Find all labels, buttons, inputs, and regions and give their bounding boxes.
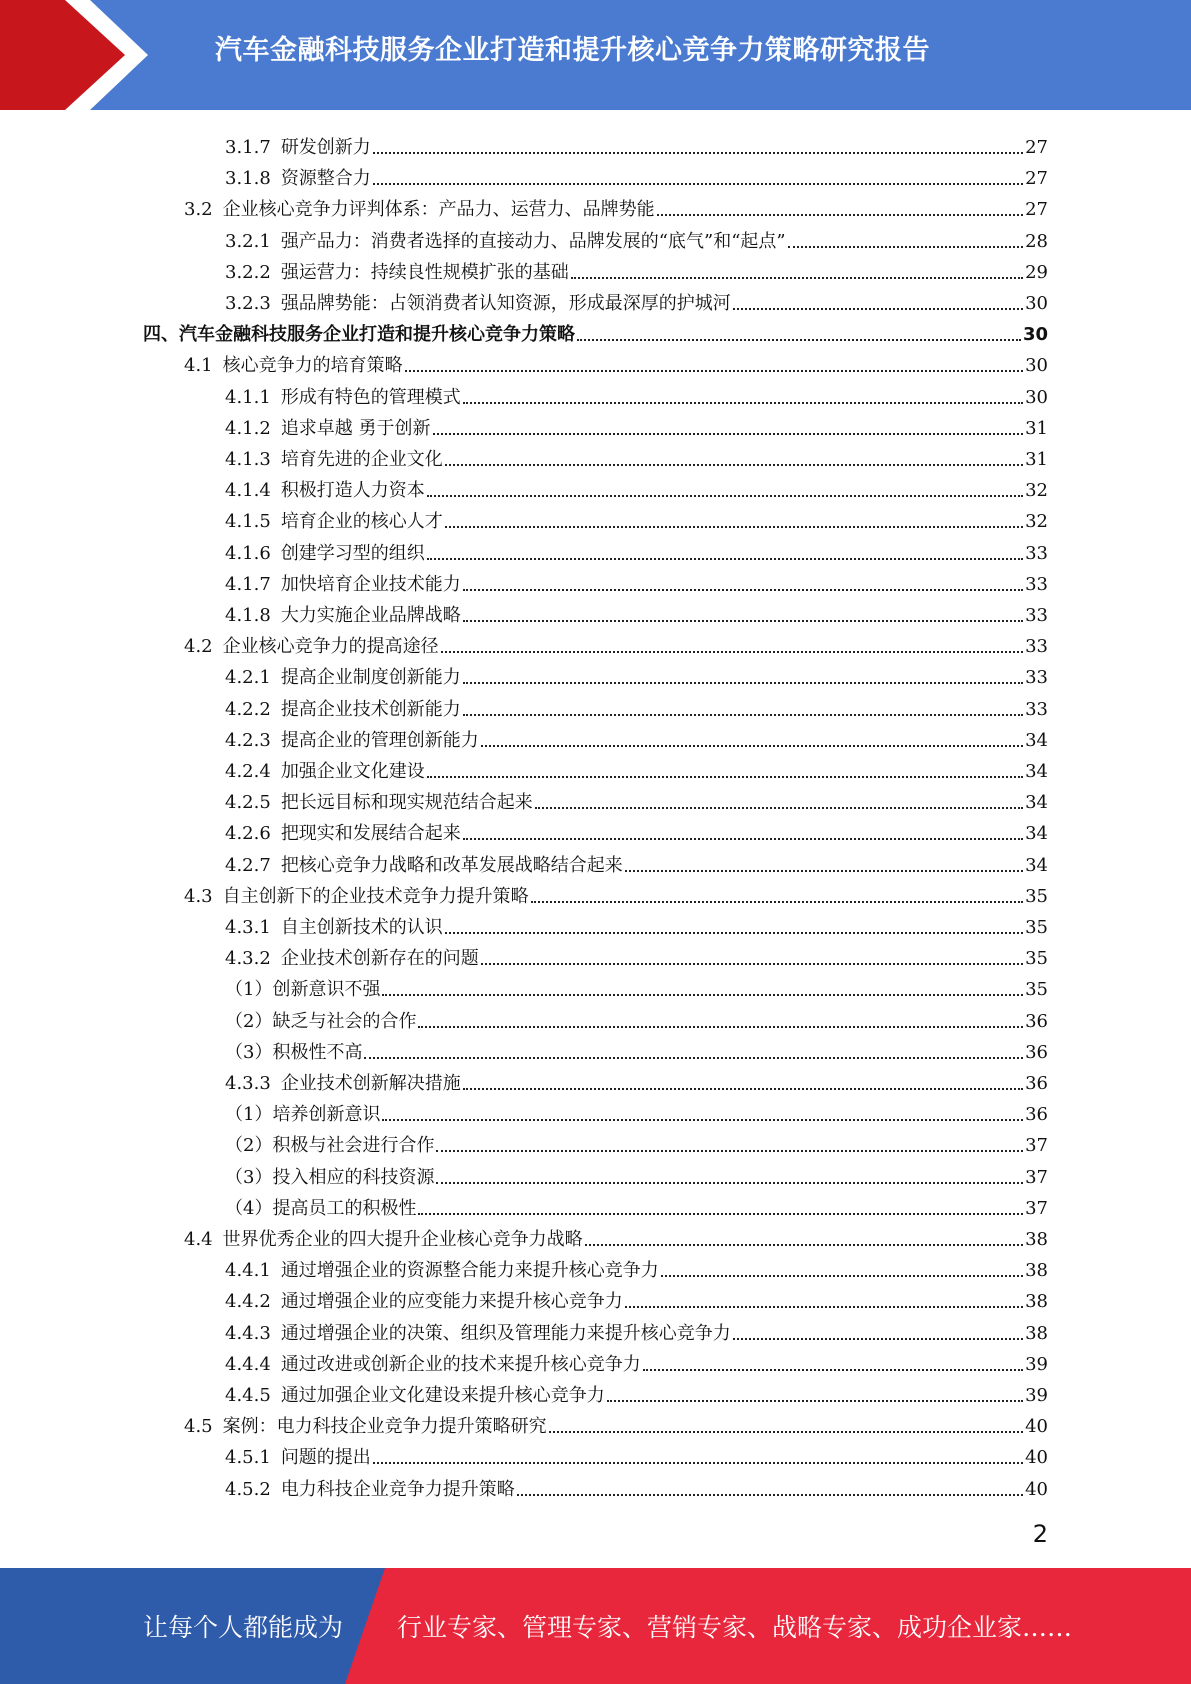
footer-slogan-right: 行业专家、管理专家、营销专家、战略专家、成功企业家…… xyxy=(397,1613,1073,1642)
toc-leader-dots xyxy=(427,495,1023,497)
toc-entry-page: 35 xyxy=(1025,979,1048,1001)
toc-entry-page: 33 xyxy=(1025,573,1048,595)
toc-entry-title: 强产品力：消费者选择的直接动力、品牌发展的“底气”和“起点” xyxy=(280,230,786,252)
page-number: 2 xyxy=(1032,1520,1048,1548)
toc-entry-number: 4.4.4 xyxy=(225,1353,271,1375)
toc-leader-dots xyxy=(418,1213,1023,1215)
toc-entry-number: 3.1.7 xyxy=(225,137,271,158)
toc-entry-page: 39 xyxy=(1025,1353,1048,1375)
toc-entry-page: 40 xyxy=(1025,1478,1048,1500)
toc-entry-number: 4.2.6 xyxy=(225,823,271,845)
toc-entry-number: 4.2.1 xyxy=(225,667,271,689)
toc-entry-title: 自主创新下的企业技术竞争力提升策略 xyxy=(222,885,529,907)
toc-entry[interactable] xyxy=(225,970,1048,1001)
toc-entry-title: 加强企业文化建设 xyxy=(280,761,425,782)
toc-entry-title: 强品牌势能：占领消费者认知资源，形成最深厚的护城河 xyxy=(280,293,731,314)
toc-leader-dots xyxy=(463,1088,1023,1090)
toc-entry-title: 通过改进或创新企业的技术来提升核心竞争力 xyxy=(280,1353,641,1375)
toc-entry-title: 形成有特色的管理模式 xyxy=(280,386,461,408)
toc-entry-number: 4.1 xyxy=(184,355,213,377)
toc-entry[interactable] xyxy=(225,1470,1048,1501)
toc-entry[interactable] xyxy=(225,1251,1048,1282)
toc-entry-page: 35 xyxy=(1025,917,1048,938)
toc-leader-dots xyxy=(373,183,1023,185)
page-header xyxy=(0,0,1191,110)
toc-entry[interactable] xyxy=(184,627,1048,658)
toc-entry-number: 4.5 xyxy=(184,1416,213,1438)
toc-entry[interactable] xyxy=(225,1282,1048,1313)
toc-entry[interactable] xyxy=(225,253,1048,284)
toc-leader-dots xyxy=(661,1275,1023,1277)
toc-entry-number: （3） xyxy=(225,1166,273,1188)
toc-entry-number: 4.4.3 xyxy=(225,1322,271,1344)
toc-entry-number: 4.4 xyxy=(184,1229,213,1250)
footer-slogan-left: 让每个人都能成为 xyxy=(143,1613,344,1642)
toc-entry-title: 企业技术创新存在的问题 xyxy=(280,948,479,970)
toc-entry-page: 36 xyxy=(1025,1073,1048,1094)
toc-entry-page: 33 xyxy=(1025,542,1048,564)
toc-entry-number: 4.1.3 xyxy=(225,449,271,470)
toc-entry-title: 通过增强企业的资源整合能力来提升核心竞争力 xyxy=(280,1260,659,1282)
toc-entry-title: 提高企业技术创新能力 xyxy=(280,698,461,720)
toc-entry[interactable] xyxy=(225,222,1048,253)
toc-entry-page: 36 xyxy=(1025,1010,1048,1032)
toc-entry[interactable] xyxy=(225,1345,1048,1376)
toc-entry-number: 4.1.8 xyxy=(225,605,271,626)
toc-entry-title: 把核心竞争力战略和改革发展战略结合起来 xyxy=(280,854,623,876)
toc-entry-title: 世界优秀企业的四大提升企业核心竞争力战略 xyxy=(222,1229,583,1250)
toc-entry-number: 3.2.1 xyxy=(225,230,271,252)
toc-entry-number: 4.1.5 xyxy=(225,511,271,533)
toc-leader-dots xyxy=(463,620,1023,622)
toc-entry-page: 36 xyxy=(1025,1041,1048,1063)
toc-leader-dots xyxy=(436,1182,1023,1184)
toc-entry-title: 培养创新意识 xyxy=(272,1104,381,1126)
toc-entry-number: （3） xyxy=(225,1041,273,1063)
toc-leader-dots xyxy=(445,932,1023,934)
toc-entry-number: 4.1.4 xyxy=(225,480,271,502)
toc-entry-number: 4.2.7 xyxy=(225,854,271,876)
toc-entry[interactable] xyxy=(184,1407,1048,1438)
toc-entry[interactable] xyxy=(225,1314,1048,1345)
toc-entry-title: 企业核心竞争力评判体系：产品力、运营力、品牌势能 xyxy=(222,199,655,221)
toc-entry[interactable] xyxy=(225,1002,1048,1033)
toc-leader-dots xyxy=(535,807,1023,809)
toc-entry-number: 4.2 xyxy=(184,636,213,658)
toc-entry-title: 问题的提出 xyxy=(280,1447,371,1469)
toc-leader-dots xyxy=(481,745,1023,747)
toc-entry[interactable] xyxy=(225,814,1048,845)
toc-leader-dots xyxy=(481,963,1023,965)
toc-entry-title: 积极打造人力资本 xyxy=(280,480,425,502)
toc-entry-title: 加快培育企业技术能力 xyxy=(280,573,461,595)
toc-entry-number: 4.2.2 xyxy=(225,698,271,720)
toc-leader-dots xyxy=(625,1306,1023,1308)
toc-entry-number: 4.1.7 xyxy=(225,573,271,595)
toc-leader-dots xyxy=(531,901,1023,903)
toc-entry-number: 3.2 xyxy=(184,199,213,221)
toc-entry-title: 培育企业的核心人才 xyxy=(280,511,443,533)
toc-entry-title: 投入相应的科技资源 xyxy=(272,1166,435,1188)
toc-entry-page: 34 xyxy=(1025,729,1048,751)
toc-entry-page: 33 xyxy=(1025,667,1048,689)
toc-entry-number: （4） xyxy=(225,1197,273,1219)
toc-entry[interactable] xyxy=(225,1095,1048,1126)
toc-entry-number: 4.5.2 xyxy=(225,1478,271,1500)
toc-entry-number: 3.2.2 xyxy=(225,261,271,283)
toc-entry-title: 创新意识不强 xyxy=(272,979,381,1001)
toc-entry-title: 企业技术创新解决措施 xyxy=(280,1073,461,1094)
toc-entry-title: 电力科技企业竞争力提升策略 xyxy=(280,1478,515,1500)
toc-leader-dots xyxy=(445,526,1023,528)
toc-entry-number: 4.2.3 xyxy=(225,729,271,751)
toc-entry-number: （2） xyxy=(225,1010,273,1032)
toc-leader-dots xyxy=(571,277,1023,279)
toc-entry-page: 36 xyxy=(1025,1104,1048,1126)
toc-entry-title: 创建学习型的组织 xyxy=(280,542,425,564)
toc-entry-page: 27 xyxy=(1025,137,1048,158)
toc-entry-page: 37 xyxy=(1025,1166,1048,1188)
toc-entry-page: 35 xyxy=(1025,885,1048,907)
toc-entry-title: 自主创新技术的认识 xyxy=(280,917,443,938)
toc-entry-title: 提高企业制度创新能力 xyxy=(280,667,461,689)
toc-entry-page: 35 xyxy=(1025,948,1048,970)
toc-entry-title: 企业核心竞争力的提高途径 xyxy=(222,636,439,658)
toc-entry-number: 4.3 xyxy=(184,885,213,907)
toc-leader-dots xyxy=(373,152,1023,154)
toc-leader-dots xyxy=(733,1338,1023,1340)
toc-leader-dots xyxy=(382,994,1023,996)
toc-entry-number: 4.2.5 xyxy=(225,792,271,814)
toc-entry[interactable] xyxy=(225,534,1048,565)
toc-entry-number: （2） xyxy=(225,1135,273,1157)
toc-entry[interactable] xyxy=(225,939,1048,970)
toc-leader-dots xyxy=(445,464,1023,466)
toc-entry-page: 30 xyxy=(1025,293,1048,314)
toc-entry[interactable] xyxy=(225,1376,1048,1407)
toc-entry-number: 3.2.3 xyxy=(225,293,271,314)
toc-leader-dots xyxy=(427,776,1023,778)
toc-entry-title: 提高企业的管理创新能力 xyxy=(280,729,479,751)
toc-leader-dots xyxy=(585,1244,1023,1246)
toc-entry-number: （1） xyxy=(225,979,273,1001)
toc-entry-page: 32 xyxy=(1025,511,1048,533)
toc-entry-title: 研发创新力 xyxy=(280,137,371,158)
toc-entry[interactable] xyxy=(225,502,1048,533)
report-title: 汽车金融科技服务企业打造和提升核心竞争力策略研究报告 xyxy=(215,35,930,66)
toc-leader-dots xyxy=(433,433,1024,435)
toc-entry-page: 37 xyxy=(1025,1135,1048,1157)
toc-entry-page: 38 xyxy=(1025,1322,1048,1344)
toc-entry[interactable] xyxy=(225,658,1048,689)
toc-entry-number: 4.3.2 xyxy=(225,948,271,970)
toc-entry[interactable] xyxy=(225,846,1048,877)
toc-entry[interactable] xyxy=(184,1220,1048,1251)
toc-entry-page: 30 xyxy=(1022,324,1048,346)
toc-leader-dots xyxy=(643,1369,1023,1371)
toc-leader-dots xyxy=(788,246,1023,248)
toc-entry-page: 38 xyxy=(1025,1260,1048,1282)
toc-entry-page: 30 xyxy=(1025,386,1048,408)
toc-entry-page: 33 xyxy=(1025,605,1048,626)
toc-leader-dots xyxy=(418,1026,1023,1028)
toc-entry[interactable] xyxy=(225,159,1048,190)
toc-entry[interactable] xyxy=(225,596,1048,627)
toc-entry[interactable] xyxy=(225,409,1048,440)
toc-entry-number: 4.1.1 xyxy=(225,386,271,408)
toc-leader-dots xyxy=(405,370,1023,372)
toc-entry-number: 4.4.5 xyxy=(225,1385,271,1406)
toc-leader-dots xyxy=(436,1150,1023,1152)
toc-entry-title: 缺乏与社会的合作 xyxy=(272,1010,417,1032)
toc-entry[interactable] xyxy=(143,315,1048,346)
toc-entry-title: 培育先进的企业文化 xyxy=(280,449,443,470)
toc-entry-page: 30 xyxy=(1025,355,1048,377)
toc-entry-title: 强运营力：持续良性规模扩张的基础 xyxy=(280,261,569,283)
toc-entry[interactable] xyxy=(225,1033,1048,1064)
toc-entry-number: 3.1.8 xyxy=(225,168,271,190)
toc-leader-dots xyxy=(607,1400,1023,1402)
toc-entry[interactable] xyxy=(184,877,1048,908)
toc-entry-page: 27 xyxy=(1025,199,1048,221)
toc-entry[interactable] xyxy=(225,1189,1048,1220)
toc-entry-title: 核心竞争力的培育策略 xyxy=(222,355,403,377)
toc-leader-dots xyxy=(382,1119,1023,1121)
toc-leader-dots xyxy=(517,1494,1023,1496)
page-footer xyxy=(0,1568,1191,1684)
toc-entry[interactable] xyxy=(184,346,1048,377)
toc-entry[interactable] xyxy=(225,565,1048,596)
toc-entry-number: 4.4.1 xyxy=(225,1260,271,1282)
toc-entry-page: 40 xyxy=(1025,1447,1048,1469)
toc-entry-title: 通过增强企业的决策、组织及管理能力来提升核心竞争力 xyxy=(280,1322,731,1344)
toc-leader-dots xyxy=(463,589,1023,591)
toc-leader-dots xyxy=(463,402,1023,404)
toc-entry-page: 28 xyxy=(1025,230,1048,252)
toc-entry-number: 4.5.1 xyxy=(225,1447,271,1469)
toc-entry-page: 40 xyxy=(1025,1416,1048,1438)
toc-entry-title: 资源整合力 xyxy=(280,168,371,190)
toc-entry[interactable] xyxy=(225,1438,1048,1469)
chevron-logo-icon xyxy=(0,0,170,110)
toc-leader-dots xyxy=(463,682,1023,684)
toc-entry[interactable] xyxy=(225,690,1048,721)
toc-entry[interactable] xyxy=(225,752,1048,783)
toc-entry[interactable] xyxy=(225,908,1048,939)
toc-entry-page: 34 xyxy=(1025,761,1048,782)
toc-entry[interactable] xyxy=(225,440,1048,471)
toc-entry-title: 把长远目标和现实规范结合起来 xyxy=(280,792,533,814)
toc-entry-page: 34 xyxy=(1025,854,1048,876)
toc-entry-page: 39 xyxy=(1025,1385,1048,1406)
toc-entry-number: 4.1.6 xyxy=(225,542,271,564)
toc-leader-dots xyxy=(427,558,1023,560)
toc-entry[interactable] xyxy=(225,721,1048,752)
toc-entry-title: 案例：电力科技企业竞争力提升策略研究 xyxy=(222,1416,547,1438)
toc-entry-title: 积极性不高 xyxy=(272,1041,363,1063)
toc-entry-page: 31 xyxy=(1025,417,1048,439)
toc-entry-title: 通过增强企业的应变能力来提升核心竞争力 xyxy=(280,1291,623,1313)
toc-leader-dots xyxy=(625,870,1023,872)
toc-entry-title: 提高员工的积极性 xyxy=(272,1197,417,1219)
toc-entry-page: 29 xyxy=(1025,261,1048,283)
toc-entry[interactable] xyxy=(225,378,1048,409)
toc-entry-number: 四、 xyxy=(143,324,179,346)
toc-entry[interactable] xyxy=(184,190,1048,221)
toc-entry-number: 4.4.2 xyxy=(225,1291,271,1313)
toc-entry-page: 38 xyxy=(1025,1229,1048,1250)
toc-entry-page: 34 xyxy=(1025,792,1048,814)
toc-leader-dots xyxy=(657,214,1023,216)
toc-entry-page: 27 xyxy=(1025,168,1048,190)
toc-entry-page: 37 xyxy=(1025,1197,1048,1219)
toc-entry-number: 4.3.1 xyxy=(225,917,271,938)
toc-leader-dots xyxy=(577,339,1021,341)
toc-leader-dots xyxy=(364,1057,1023,1059)
toc-entry-number: （1） xyxy=(225,1104,273,1126)
toc-entry-page: 33 xyxy=(1025,636,1048,658)
toc-leader-dots xyxy=(463,714,1023,716)
toc-entry-title: 汽车金融科技服务企业打造和提升核心竞争力策略 xyxy=(179,324,575,346)
toc-entry[interactable] xyxy=(225,128,1048,159)
toc-entry-title: 大力实施企业品牌战略 xyxy=(280,605,461,626)
toc-entry-number: 4.3.3 xyxy=(225,1073,271,1094)
toc-entry-page: 31 xyxy=(1025,449,1048,470)
toc-entry-page: 33 xyxy=(1025,698,1048,720)
toc-entry-number: 4.2.4 xyxy=(225,761,271,782)
toc-leader-dots xyxy=(549,1431,1023,1433)
toc-leader-dots xyxy=(441,651,1023,653)
toc-entry-title: 积极与社会进行合作 xyxy=(272,1135,435,1157)
toc-entry[interactable] xyxy=(225,471,1048,502)
toc-entry-title: 通过加强企业文化建设来提升核心竞争力 xyxy=(280,1385,605,1406)
toc-entry-number: 4.1.2 xyxy=(225,417,271,439)
toc-entry-page: 38 xyxy=(1025,1291,1048,1313)
toc-entry[interactable] xyxy=(225,1126,1048,1157)
toc-entry[interactable] xyxy=(225,1064,1048,1095)
toc-leader-dots xyxy=(733,308,1023,310)
toc-leader-dots xyxy=(463,838,1023,840)
toc-entry-page: 34 xyxy=(1025,823,1048,845)
toc-entry[interactable] xyxy=(225,284,1048,315)
toc-entry-title: 追求卓越 勇于创新 xyxy=(280,417,431,439)
toc-leader-dots xyxy=(373,1462,1023,1464)
toc-entry[interactable] xyxy=(225,1158,1048,1189)
toc-entry-page: 32 xyxy=(1025,480,1048,502)
toc-entry[interactable] xyxy=(225,783,1048,814)
toc-entry-title: 把现实和发展结合起来 xyxy=(280,823,461,845)
